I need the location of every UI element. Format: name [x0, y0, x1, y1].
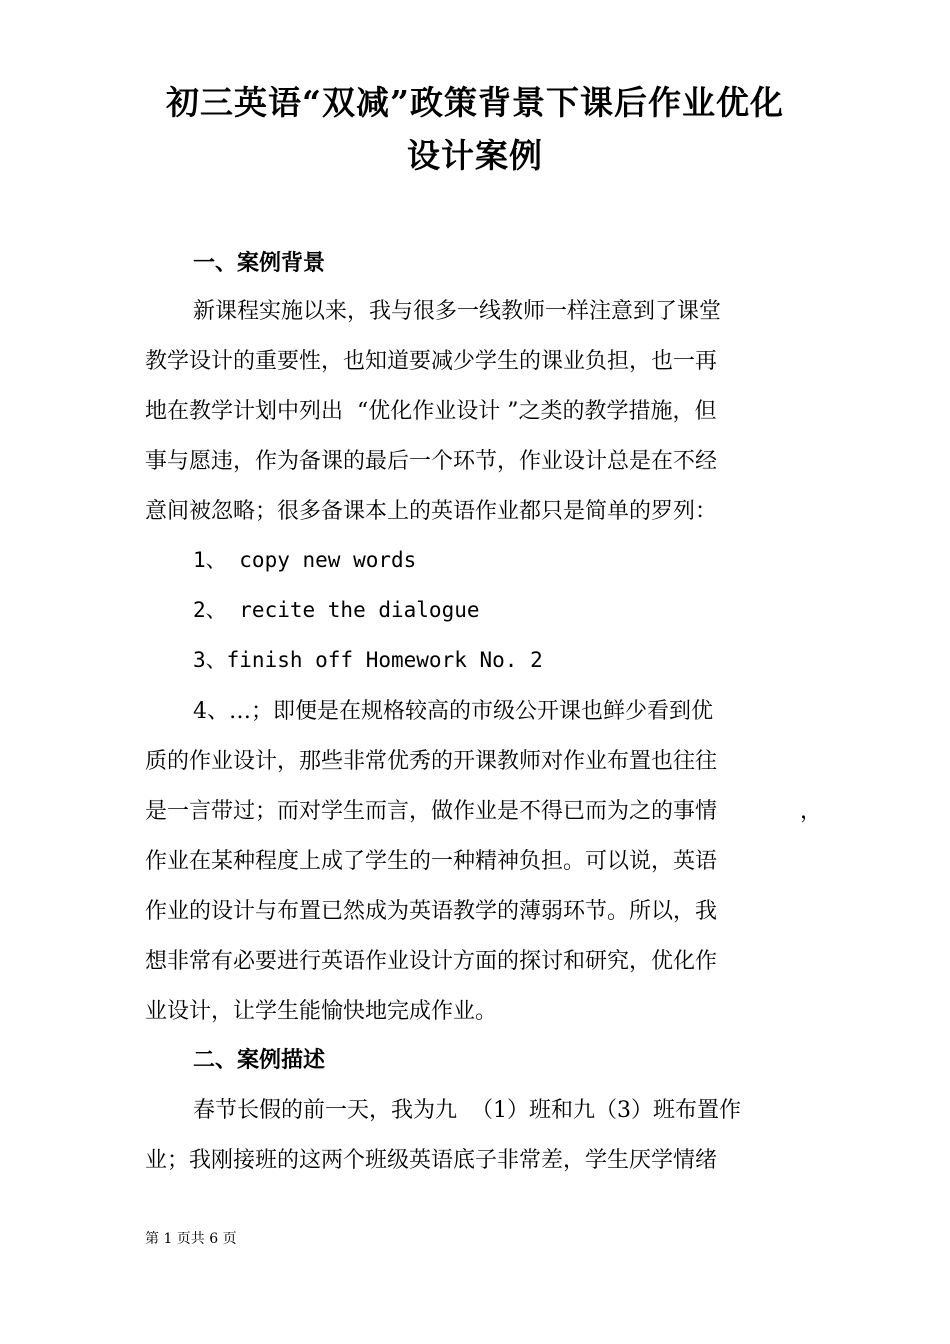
paragraph-line: 作业的设计与布置已然成为英语教学的薄弱环节。所以，我 [145, 899, 718, 924]
paragraph-line: 业；我刚接班的这两个班级英语底子非常差，学生厌学情绪 [145, 1148, 718, 1173]
list-item: 2、 recite the dialogue [193, 598, 480, 622]
list-item: 3、finish off Homework No. 2 [193, 648, 543, 672]
document-title-line-1: 初三英语“双减”政策背景下课后作业优化 [166, 83, 784, 122]
paragraph-line: 意间被忽略；很多备课本上的英语作业都只是简单的罗列： [145, 499, 718, 524]
paragraph-line: 地在教学计划中列出 “优化作业设计 ”之类的教学措施，但 [145, 399, 717, 424]
paragraph-line: 想非常有必要进行英语作业设计方面的探讨和研究，优化作 [145, 949, 718, 974]
paragraph-line: 业设计，让学生能愉快地完成作业。 [145, 999, 498, 1024]
paragraph-line: 事与愿违，作为备课的最后一个环节，作业设计总是在不经 [145, 449, 718, 474]
paragraph-line: 春节长假的前一天，我为九 （1）班和九（3）班布置作 [193, 1098, 741, 1123]
list-item: 1、 copy new words [193, 548, 417, 572]
paragraph-line: 教学设计的重要性，也知道要减少学生的课业负担，也一再 [145, 349, 718, 374]
section-heading-background: 一、案例背景 [193, 251, 326, 276]
section-heading-description: 二、案例描述 [193, 1048, 326, 1073]
paragraph-line: 4、…；即便是在规格较高的市级公开课也鲜少看到优 [193, 699, 713, 724]
paragraph-line: 质的作业设计，那些非常优秀的开课教师对作业布置也往往 [145, 749, 718, 774]
page-footer: 第 1 页共 6 页 [145, 1231, 237, 1247]
paragraph-line: 作业在某种程度上成了学生的一种精神负担。可以说，英语 [145, 849, 718, 874]
paragraph-line: 是一言带过；而对学生而言，做作业是不得已而为之的事情 [145, 799, 718, 824]
stray-comma: ， [800, 799, 823, 824]
paragraph-line: 新课程实施以来，我与很多一线教师一样注意到了课堂 [193, 299, 722, 324]
document-title-line-2: 设计案例 [407, 136, 543, 175]
